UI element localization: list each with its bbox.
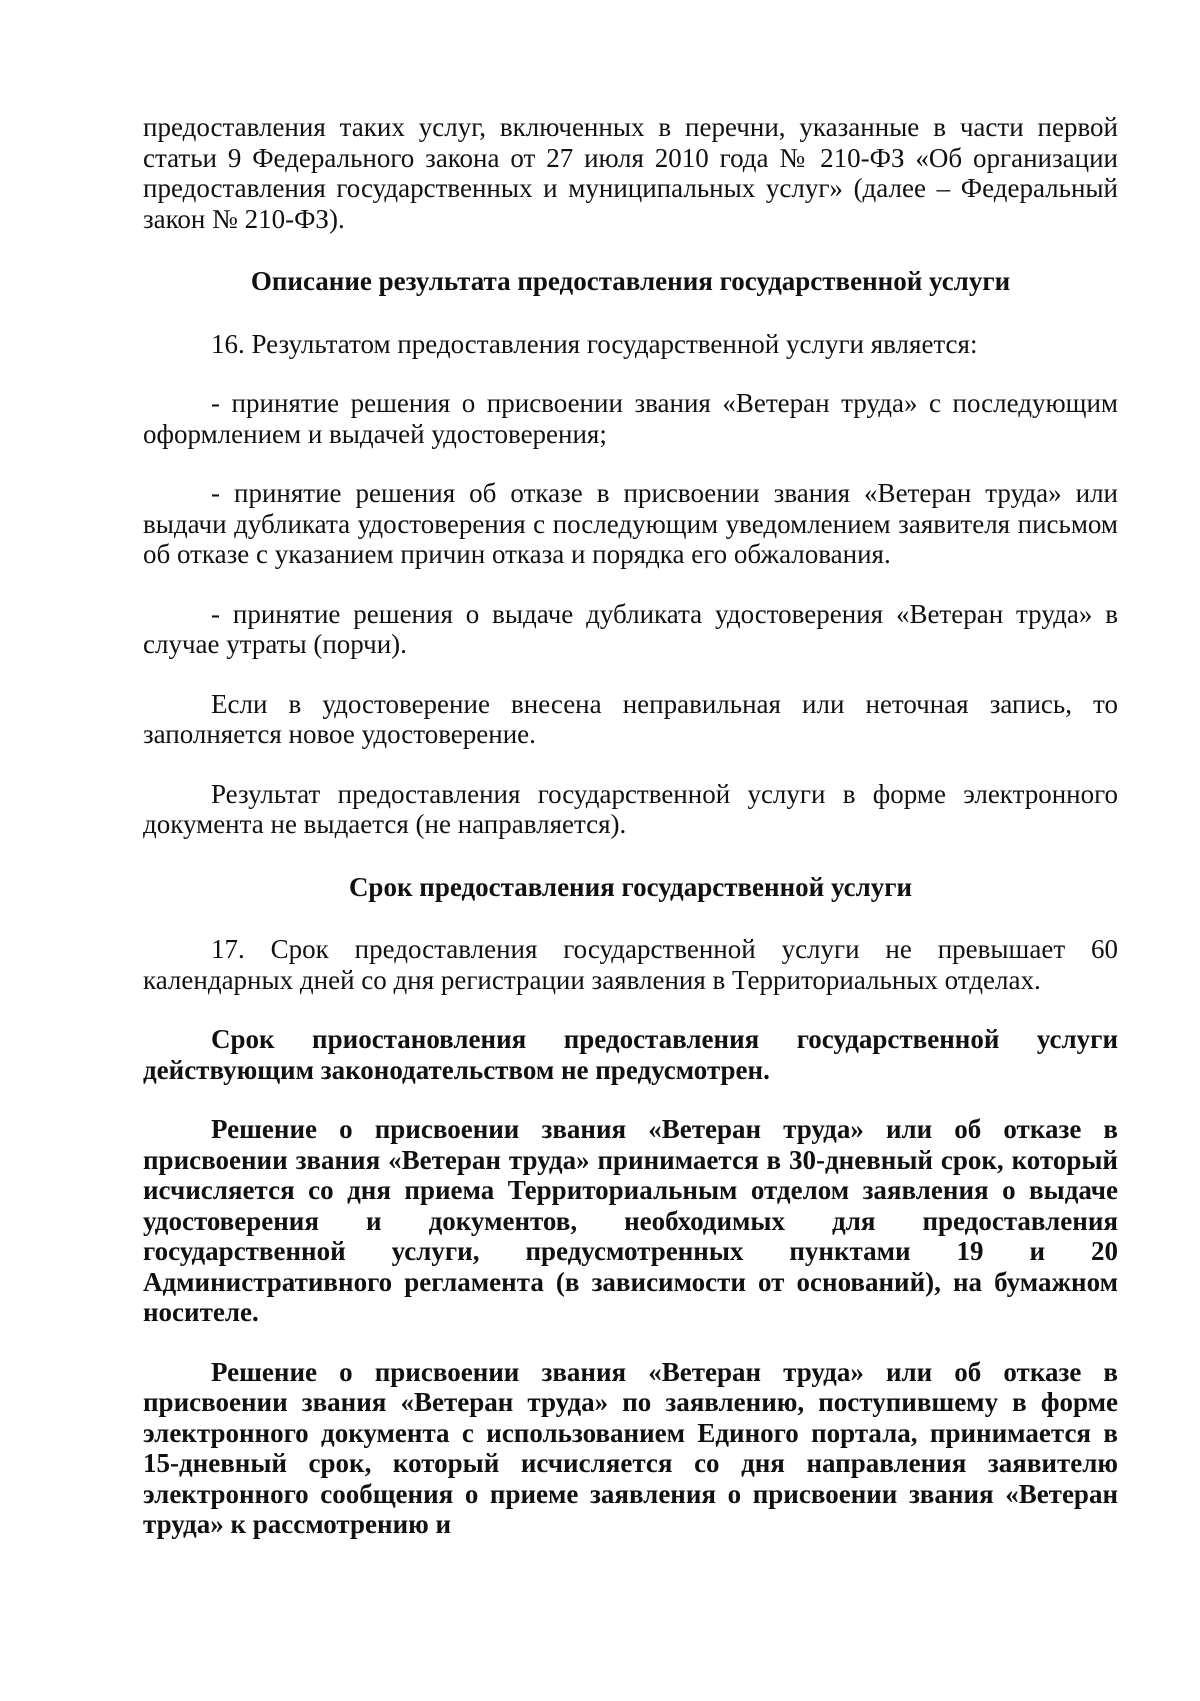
section-heading-result: Описание результата предоставления государственной услуги [250,266,1011,296]
paragraph-17: 17. Срок предоставления государственной услуги не превышает 60 календарных дней со дня регистрации заявления в Территориальных отделах. [143,934,1118,995]
intro-paragraph: предоставления таких услуг, включенных в перечни, указанные в части первой статьи 9 Федерального закона от 27 июля 2010 года № 210-ФЗ «Об организации предоставления государственных и муниципальных услуг» (далее – Федеральный закон № 210-ФЗ). [143,112,1118,234]
incorrect-entry-paragraph: Если в удостоверение внесена неправильная или неточная запись, то заполняется новое удостоверение. [143,688,1118,749]
document-page [143,112,1118,1540]
result-item-1: - принятие решения о присвоении звания «Ветеран труда» с последующим оформлением и выдачей удостоверения; [143,388,1118,449]
paragraph-16: 16. Результатом предоставления государственной услуги является: [211,328,978,359]
section-heading-term: Срок предоставления государственной услуги [348,871,913,902]
decision-15-day-paragraph: Решение о присвоении звания «Ветеран труда» или об отказе в присвоении звания «Ветеран труда» по заявлению, поступившему в форме электронного документа с использованием Единого портала, принимается в 15-дневный срок, который исчисляется со дня направления заявителю электронного сообщения о приеме заявления о присвоении звания «Ветеран труда» к рассмотрению и [143,1356,1118,1539]
decision-30-day-paragraph: Решение о присвоении звания «Ветеран труда» или об отказе в присвоении звания «Ветеран труда» принимается в 30-дневный срок, который исчисляется со дня приема Территориальным отделом заявления о выдаче удостоверения и документов, необходимых для предоставления государственной услуги, предусмотренных пунктами 19 и 20 Административного регламента (в зависимости от оснований), на бумажном носителе. [143,1114,1118,1327]
result-item-2: - принятие решения об отказе в присвоении звания «Ветеран труда» или выдачи дубликата удостоверения с последующим уведомлением заявителя письмом об отказе с указанием причин отказа и порядка его обжалования. [143,478,1118,569]
result-item-3: - принятие решения о выдаче дубликата удостоверения «Ветеран труда» в случае утраты (порчи). [143,598,1118,659]
electronic-result-paragraph: Результат предоставления государственной услуги в форме электронного документа не выдается (не направляется). [143,778,1118,839]
suspension-paragraph: Срок приостановления предоставления государственной услуги действующим законодательством не предусмотрен. [143,1024,1118,1085]
